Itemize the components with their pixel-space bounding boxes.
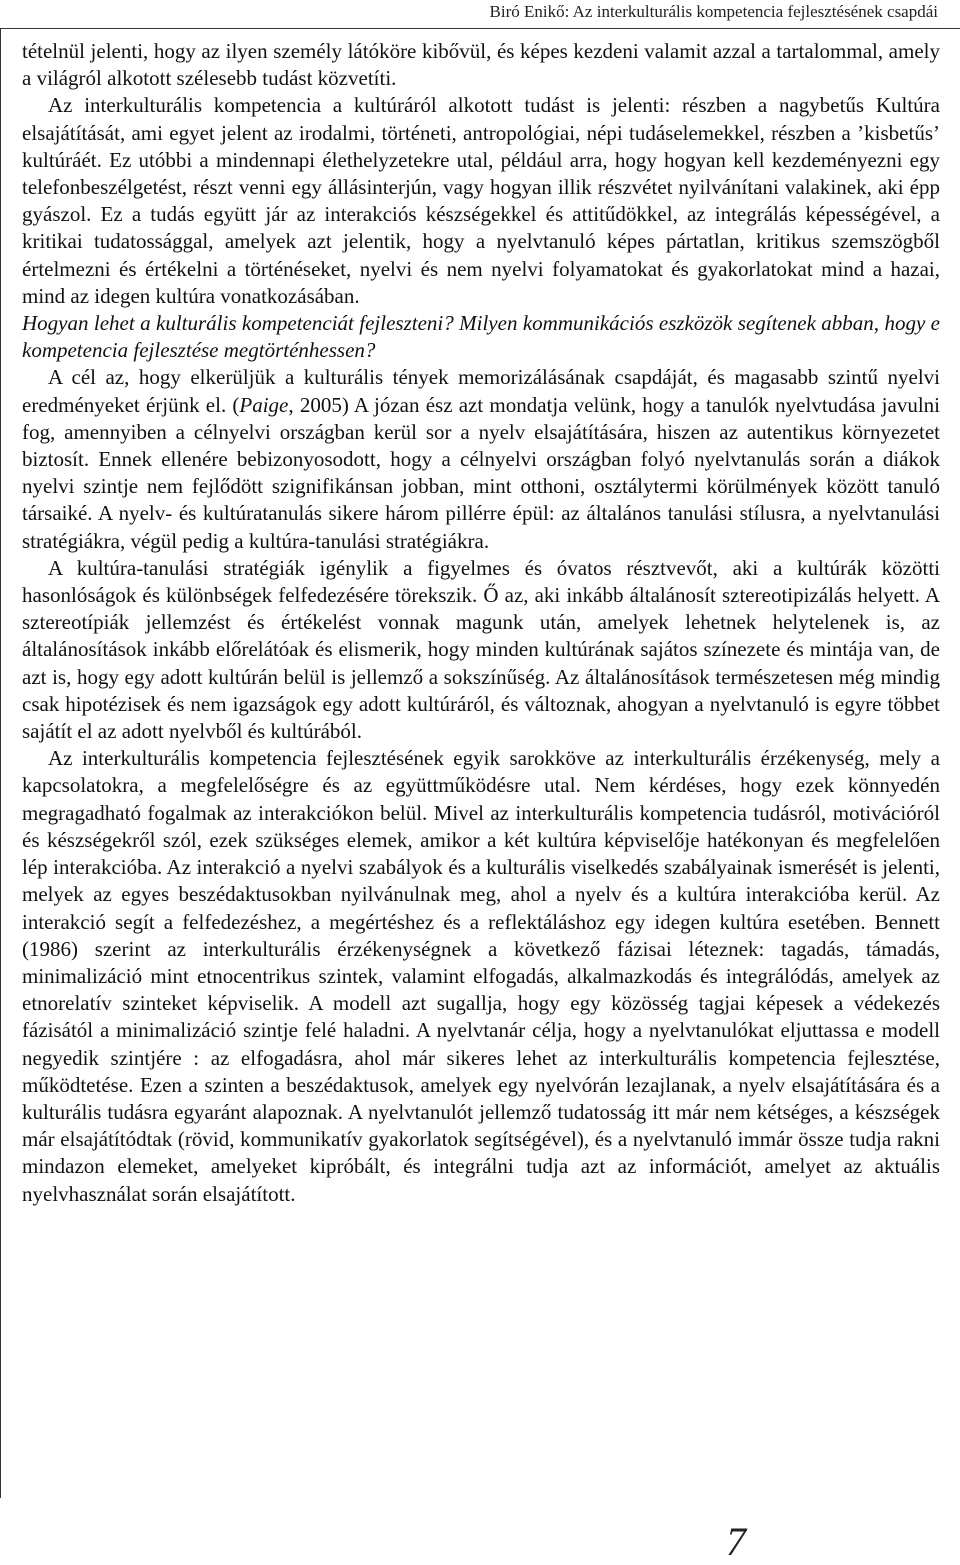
paragraph-sensitivity: Az interkulturális kompetencia fejlesztésének egyik sarokköve az interkulturális érzékenység, mely a kapcsolatokra, a megfelelőségre és az együttműködésre utal. Nem kérdéses, hogy ezek könnyedén megragadható fogalmak az interakciókon belül. Mivel az interkulturális kompetencia tudásról, motivációról és készségekről szól, ezek szükséges elemek, amikor a két kultúra képviselője hatékonyan és megfelelően lép interakcióba. Az interakció a nyelvi szabályok és a kulturális viselkedés szabályainak ismerését is jelenti, melyek az egyes beszédaktusokban nyilvánulnak meg, ahol a nyelv és a kultúra interakcióba kerül. Az interakció segít a felfedezéshez, a megértéshez és a reflektáláshoz egy idegen kultúra esetében. Bennett (1986) szerint az interkulturális érzékenységnek a következő fázisai léteznek: tagadás, támadás, minimalizáció mint etnocentrikus szintek, valamint elfogadás, alkalmazkodás és integrálódás, amelyek az etnorelatív szinteket képviselik. A modell azt sugallja, hogy egy közösség tagjai képesek a védekezés fázisától a minimalizáció szintje felé haladni. A nyelvtanár célja, hogy a nyelvtanulókat eljuttassa e modell negyedik szintjére : az elfogadásra, ahol már sikeres lehet az interkulturális kompetencia fejlesztése, működtetése. Ezen a szinten a beszédaktusok, amelyek egy nyelvórán lezajlanak, a nyelv elsajátítására és a kulturális tudásra egyaránt alapoznak. A nyelvtanulót jellemző tudatosság itt már nem kétséges, a készségek már elsajátítódtak (rövid, kommunikatív gyakorlatok segítségével), és a nyelvtanuló immár össze tudja rakni mindazon elemeket, amelyeket kipróbált, és integrálni tudja azt az információt, amelyet az aktuális nyelvhasználat során elsajátított. <box>22 746 940 1206</box>
page-number: 7 <box>726 1519 746 1564</box>
citation-author: Paige <box>239 392 289 417</box>
paragraph-goal <box>22 364 940 554</box>
header-rule <box>0 28 960 29</box>
italic-question: Hogyan lehet a kulturális kompetenciát fejleszteni? Milyen kommunikációs eszközök segítenek abban, hogy e kompetencia fejlesztése megtörténhessen? <box>22 311 940 363</box>
margin-rule <box>0 28 1 1498</box>
paragraph-strategies: A kultúra-tanulási stratégiák igénylik a figyelmes és óvatos résztvevőt, aki a kultúrák közötti hasonlóságok és különbségek felfedezésére törekszik. Ő az, aki inkább általánosít sztereotipizálás helyett. A sztereotípiák jellemzést és értékelést vonnak magunk után, amelyek lehetnek helytelenek is, az általánosítások inkább előrelátóak és elismerik, hogy minden kultúrának sajátos színezete és mintája van, de azt is, hogy egy adott kultúrán belül is jellemző a sokszínűség. Az általánosítások természetesen még mindig csak hipotézisek és nem igazságok egy adott kultúráról, és változnak, ahogyan a nyelvtanuló is egyre többet sajátít el az adott nyelvből és kultúrából. <box>22 555 940 744</box>
paragraph-goal-part2: , 2005) A józan ész azt mondatja velünk, hogy a tanulók nyelvtudása javulni fog, amennyiben a célnyelvi országban kerül sor a nyelv elsajátítására, hiszen az autentikus környezetet biztosít. Ennek ellenére bebizonyosodott, hogy a célnyelvi országban folyó nyelvtanulás során a diákok nyelvi szintje nem fejlődött szignifikánsan jobban, mint otthoni, osztálytermi körülmények között tanuló társaiké. A nyelv- és kultúratanulás sikere három pillérre épül: az általános tanulási stílusra, a nyelvtanulási stratégiákra, végül pedig a kultúra-tanulási stratégiákra. <box>22 392 940 553</box>
running-header: Biró Enikő: Az interkulturális kompetencia fejlesztésének csapdái <box>489 2 938 21</box>
article-body <box>22 38 940 1208</box>
paragraph-goal-part1: A cél az, hogy elkerüljük a kulturális tények memorizálásának csapdáját, és magasabb szintű nyelvi eredményeket érjünk el. ( <box>22 365 940 417</box>
paragraph-cultural-knowledge: Az interkulturális kompetencia a kultúráról alkotott tudást is jelenti: részben a nagybetűs Kultúra elsajátítását, ami egyet jelent az irodalmi, történeti, antropológiai, népi tudáselemekkel, részben a ’kisbetűs’ kultúráét. Ez utóbbi a mindennapi élethelyzetekre utal, például arra, hogy hogyan kell kezdeményezni egy telefonbeszélgetést, részt venni egy állásinterjún, vagy hogyan illik részvétet nyilvánítani valakinek, aki épp gyászol. Ez a tudás együtt jár az interakciós készségekkel és attitűdökkel, az integrálás képességével, a kritikai tudatossággal, amelyek azt jelentik, hogy a nyelvtanuló képes pártatlan, kritikus szemszögből értelmezni és értékelni a történéseket, nyelvi és nem nyelvi folyamatokat és gyakorlatokat mind a hazai, mind az idegen kultúra vonatkozásában. <box>22 93 940 308</box>
paragraph-continuation: tételnül jelenti, hogy az ilyen személy látóköre kibővül, és képes kezdeni valamit azzal a tartalommal, amely a világról alkotott szélesebb tudást közvetíti. <box>22 39 940 91</box>
